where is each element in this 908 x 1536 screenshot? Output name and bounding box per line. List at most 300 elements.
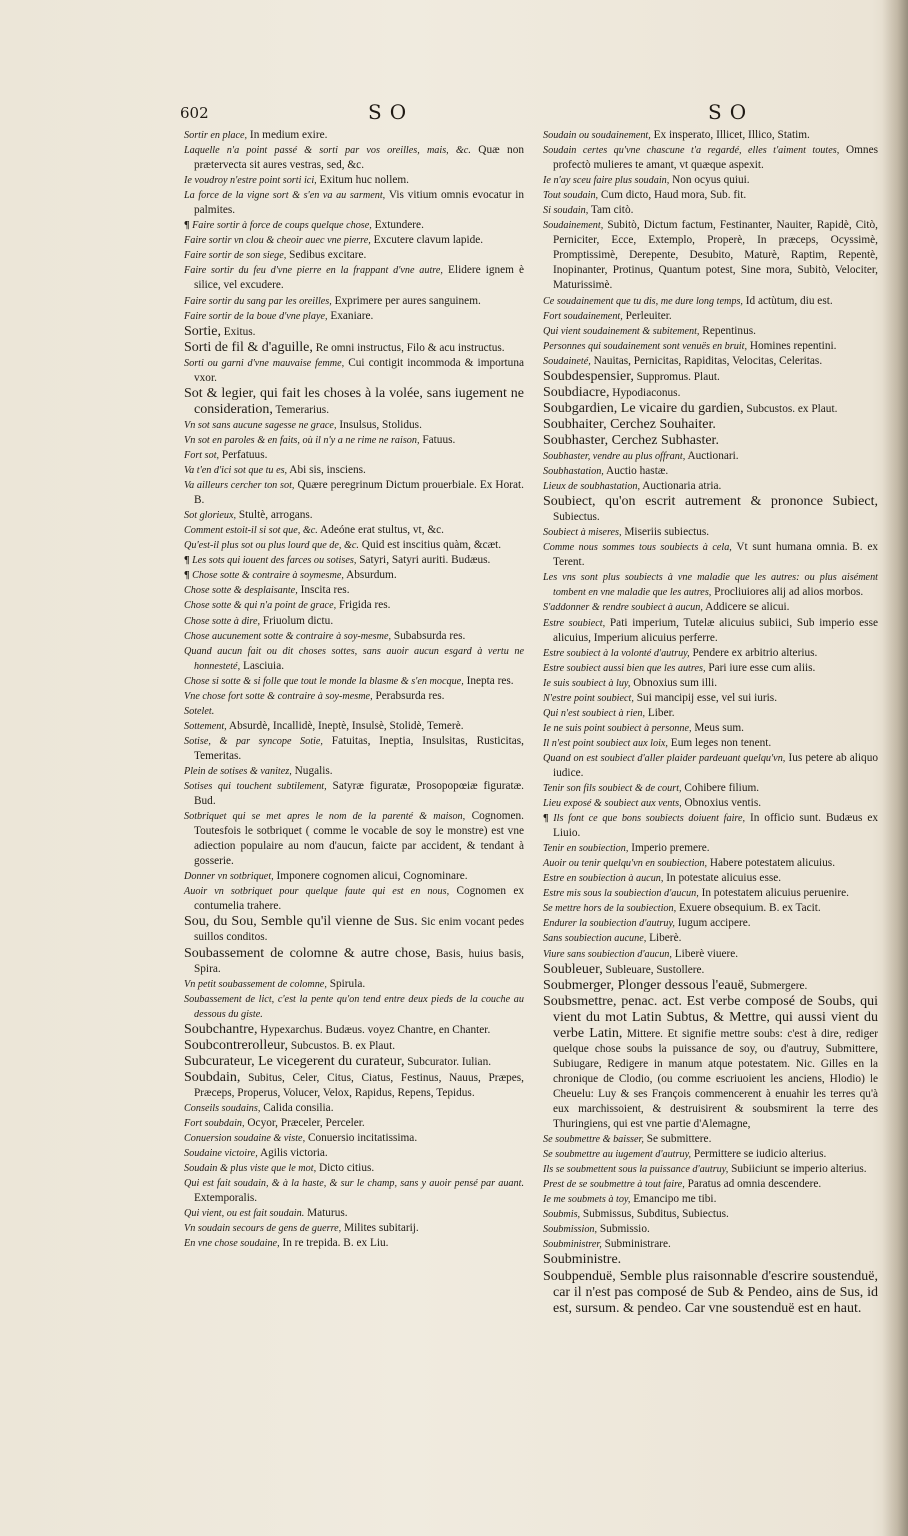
french-phrase: Soubhastation, (543, 466, 604, 478)
french-phrase: Tenir son fils soubiect & de court, (543, 783, 682, 795)
french-phrase: Soubministrer, (543, 1239, 602, 1251)
left-entry (184, 779, 524, 809)
latin-equivalent: Auctio hastæ. (603, 465, 669, 478)
right-entry (543, 354, 878, 369)
left-entry (184, 340, 524, 356)
right-entry (543, 173, 878, 188)
right-entry (543, 540, 878, 570)
right-entry (543, 294, 878, 309)
french-phrase: Fort soudainement, (543, 310, 623, 322)
left-column-heading: SO (368, 100, 415, 124)
french-phrase: Soubpenduë, Semble plus raisonnable d'escrire soustenduë, car il n'est pas composé de Sub & Pendeo, ains de Sus, id est, sursum. & pendeo. Car vne soustenduë est en haut. (543, 1268, 878, 1316)
left-entry (184, 1101, 524, 1116)
right-entry (543, 369, 878, 385)
latin-equivalent: In re trepida. B. ex Liu. (279, 1237, 389, 1250)
french-phrase: Chose sotte & desplaisante, (184, 585, 298, 597)
french-phrase: Ie voudroy n'estre point sorti ici, (184, 175, 317, 187)
french-phrase: Chose sotte & qui n'a point de grace, (184, 600, 337, 612)
left-entry (184, 1116, 524, 1131)
latin-equivalent: Subleuare, Sustollere. (602, 963, 705, 976)
left-entry (184, 324, 524, 340)
french-phrase: Soubdiacre, (543, 384, 610, 400)
left-entry (184, 478, 524, 508)
right-entry (543, 1162, 878, 1177)
french-phrase: Quand aucun fait ou dit choses sottes, sans auoir aucun esgard à vertu ne honnesteté, (184, 645, 524, 672)
left-entry (184, 644, 524, 674)
french-phrase: Soubmerger, Plonger dessous l'eauë, (543, 977, 748, 993)
french-phrase: Plein de sotises & vanitez, (184, 765, 292, 777)
latin-equivalent: Fatuus. (419, 433, 456, 446)
french-phrase: Vn soudain secours de gens de guerre, (184, 1223, 342, 1235)
french-phrase: Vne chose fort sotte & contraire à soy-mesme, (184, 690, 373, 702)
left-entry (184, 553, 524, 568)
latin-equivalent: Liberè viuere. (671, 947, 739, 960)
right-entry (543, 309, 878, 324)
latin-equivalent: Fatuitas, Ineptia, Insulsitas, Rusticitas, Temeritas. (194, 734, 524, 762)
left-entry (184, 523, 524, 538)
french-phrase: Auoir vn sotbriquet pour quelque faute qui est en nous, (184, 886, 450, 898)
latin-equivalent: Spirula. (326, 977, 366, 990)
right-entry (543, 1252, 878, 1268)
left-entry (184, 128, 524, 143)
left-entry (184, 689, 524, 704)
latin-equivalent: In potestate alicuius esse. (663, 872, 782, 885)
latin-equivalent: Imperio premere. (628, 842, 710, 855)
left-entry (184, 704, 524, 719)
french-phrase: Faire sortir de la boue d'vne playe, (184, 310, 328, 322)
latin-equivalent: Ius petere ab aliquo iudice. (553, 751, 878, 779)
latin-equivalent: Agilis victoria. (257, 1147, 328, 1160)
latin-equivalent: Meus sum. (691, 721, 744, 734)
latin-equivalent: Sui mancipij esse, vel sui iuris. (633, 691, 778, 704)
french-phrase: Comment estoit-il si sot que, &c. (184, 525, 318, 537)
latin-equivalent: Frigida res. (336, 599, 391, 612)
french-phrase: Soudainement, (543, 220, 604, 232)
right-entry (543, 721, 878, 736)
french-phrase: Ie n'ay sceu faire plus soudain, (543, 175, 670, 187)
latin-equivalent: Pari iure esse cum aliis. (705, 661, 816, 674)
right-entry (543, 616, 878, 646)
french-phrase: Chose si sotte & si folle que tout le monde la blasme & s'en mocque, (184, 675, 464, 687)
french-phrase: Soudaineté, (543, 355, 591, 367)
right-entry (543, 947, 878, 962)
left-entry (184, 884, 524, 914)
french-phrase: ¶ Chose sotte & contraire à soymesme, (184, 570, 344, 581)
french-phrase: Sot & legier, qui fait les choses à la volée, sans iugement ne consideration, (184, 385, 524, 417)
latin-equivalent: Maturus. (304, 1207, 348, 1220)
right-entry (543, 143, 878, 173)
right-entry (543, 600, 878, 615)
latin-equivalent: In potestatem alicuius peruenire. (698, 887, 850, 900)
french-phrase: Qui est fait soudain, & à la haste, & sur le champ, sans y auoir pensé par auant. (184, 1178, 524, 1190)
french-phrase: Soubleuer, (543, 961, 603, 977)
latin-equivalent: Addicere se alicui. (702, 601, 790, 614)
latin-equivalent: Obnoxius ventis. (681, 797, 762, 810)
french-phrase: Chose sotte à dire, (184, 615, 261, 627)
french-phrase: Conseils soudains, (184, 1103, 261, 1114)
latin-equivalent: Liberè. (646, 932, 682, 945)
french-phrase: Soubiect, qu'on escrit autrement & prononce Subiect, (543, 494, 878, 510)
french-phrase: En vne chose soudaine, (184, 1238, 280, 1250)
french-phrase: Comme nous sommes tous soubiects à cela, (543, 542, 732, 554)
latin-equivalent: Elidere ignem è silice, vel excudere. (194, 264, 525, 292)
latin-equivalent: Id actùtum, diu est. (742, 294, 833, 307)
latin-equivalent: Subiiciunt se imperio alterius. (728, 1163, 867, 1176)
french-phrase: ¶ Faire sortir à force de coups quelque chose, (184, 220, 372, 231)
french-phrase: Vn sot en paroles & en faits, où il n'y a ne rime ne raison, (184, 434, 420, 446)
latin-equivalent: Subcustos. B. ex Plaut. (288, 1039, 396, 1052)
french-phrase: Sotelet. (184, 705, 215, 717)
latin-equivalent: Subcurator. Iulian. (404, 1055, 492, 1068)
left-entry (184, 233, 524, 248)
latin-equivalent: Quære peregrinum Dictum prouerbiale. Ex Horat. B. (194, 479, 524, 507)
right-entry (543, 691, 878, 706)
french-phrase: Soubiect à miseres, (543, 527, 622, 539)
latin-equivalent: Exaniare. (327, 309, 374, 322)
latin-equivalent: Iugum accipere. (674, 917, 751, 930)
latin-equivalent: Exitum huc nollem. (316, 174, 409, 187)
latin-equivalent: Repentinus. (699, 324, 756, 337)
left-entry (184, 294, 524, 309)
latin-equivalent: Submergere. (747, 979, 808, 992)
french-phrase: Sans soubiection aucune, (543, 933, 647, 945)
latin-equivalent: Hypodiaconus. (609, 386, 681, 399)
french-phrase: Faire sortir du sang par les oreilles, (184, 295, 332, 307)
french-phrase: Conuersion soudaine & viste, (184, 1133, 306, 1145)
french-phrase: Donner vn sotbriquet, (184, 871, 274, 883)
french-phrase: Soubsmettre, penac. act. Est verbe composé de Soubs, qui vient du mot Latin Subtus, & Mettre, qui aussi vient du verbe Latin, (543, 993, 878, 1041)
latin-equivalent: Permittere se iudicio alterius. (691, 1148, 827, 1161)
french-phrase: Se soubmettre & baisser, (543, 1134, 644, 1146)
latin-equivalent: Absurdè, Incallidè, Ineptè, Insulsè, Stolidè, Temerè. (226, 719, 464, 732)
french-phrase: Ils se soubmettent sous la puissance d'autruy, (543, 1164, 729, 1176)
latin-equivalent: Pati imperium, Tutelæ alicuius subiici, Sub imperio esse alicuius, Imperium alicuius perferre. (553, 616, 878, 644)
right-entry (543, 1237, 878, 1252)
right-entry (543, 479, 878, 494)
french-phrase: Estre soubiect, (543, 617, 606, 629)
right-entry (543, 781, 878, 796)
right-entry (543, 324, 878, 339)
latin-equivalent: Pendere ex arbitrio alterius. (689, 646, 818, 659)
right-column (543, 128, 878, 1317)
right-entry (543, 464, 878, 479)
french-phrase: Ie suis soubiect à luy, (543, 677, 631, 689)
latin-equivalent: Obnoxius sum illi. (630, 676, 718, 689)
right-entry (543, 494, 878, 525)
french-phrase: Soubministre. (543, 1252, 622, 1268)
left-entry (184, 218, 524, 233)
latin-equivalent: Satyræ figuratæ, Prosopopœiæ figuratæ. Bud. (194, 780, 524, 808)
latin-equivalent: Perfatuus. (219, 448, 268, 461)
french-phrase: Les vns sont plus soubiects à vne maladie que les autres: ou plus aisément tombent en vne maladie que les autres, (543, 572, 878, 599)
right-entry (543, 978, 878, 994)
french-phrase: Sotise, & par syncope Sotie, (184, 735, 323, 747)
left-entry (184, 977, 524, 992)
right-entry (543, 796, 878, 811)
french-phrase: Tout soudain, (543, 190, 599, 202)
latin-equivalent: Ex insperato, Illicet, Illico, Statim. (650, 129, 810, 141)
french-phrase: Soubmis, (543, 1209, 581, 1221)
latin-equivalent: Exuere obsequium. B. ex Tacit. (676, 902, 821, 915)
french-phrase: La force de la vigne sort & s'en va au sarment, (184, 190, 386, 202)
french-phrase: Vn sot sans aucune sagesse ne grace, (184, 419, 337, 431)
left-entry (184, 1221, 524, 1236)
french-phrase: ¶ Ils font ce que bons soubiects doiuent faire, (543, 813, 745, 824)
right-entry (543, 841, 878, 856)
latin-equivalent: Inepta res. (463, 674, 514, 687)
french-phrase: Estre en soubiection à aucun, (543, 873, 664, 885)
right-entry (543, 1269, 878, 1317)
latin-equivalent: Vis vitium omnis evocatur in palmites. (194, 189, 524, 217)
right-entry (543, 751, 878, 781)
french-phrase: Soubmission, (543, 1224, 598, 1236)
left-entry (184, 463, 524, 478)
right-entry (543, 1147, 878, 1162)
french-phrase: Se mettre hors de la soubiection, (543, 903, 677, 915)
french-phrase: Sotbriquet qui se met apres le nom de la parenté & maison, (184, 811, 466, 823)
french-phrase: Soudain certes qu'vne chascune t'a regardé, elles t'aiment toutes, (543, 145, 840, 157)
left-entry (184, 188, 524, 218)
french-phrase: Sou, du Sou, Semble qu'il vienne de Sus. (184, 914, 418, 930)
latin-equivalent: Nauitas, Pernicitas, Rapiditas, Velocitas, Celeritas. (590, 354, 823, 367)
left-entry (184, 448, 524, 463)
right-entry (543, 931, 878, 946)
left-entry (184, 1161, 524, 1176)
latin-equivalent: Quid est inscitius quàm, &cæt. (358, 539, 502, 552)
right-entry (543, 676, 878, 691)
latin-equivalent: Extemporalis. (194, 1192, 258, 1205)
latin-equivalent: Subministrare. (601, 1238, 671, 1251)
latin-equivalent: Conuersio incitatissima. (305, 1132, 418, 1145)
left-entry (184, 173, 524, 188)
latin-equivalent: Subabsurda res. (391, 629, 466, 642)
left-entry (184, 1131, 524, 1146)
latin-equivalent: Emancipo me tibi. (630, 1193, 717, 1206)
left-entry (184, 568, 524, 583)
right-entry (543, 417, 878, 433)
right-entry (543, 856, 878, 871)
left-entry (184, 1206, 524, 1221)
latin-equivalent: Subcustos. ex Plaut. (743, 402, 838, 415)
latin-equivalent: Eum leges non tenent. (667, 736, 772, 749)
latin-equivalent: Inscita res. (297, 584, 350, 597)
french-phrase: Soubdain, (184, 1069, 241, 1085)
latin-equivalent: Dicto citius. (316, 1162, 375, 1175)
french-phrase: Tenir en soubiection, (543, 843, 629, 855)
left-entry (184, 992, 524, 1022)
left-entry (184, 386, 524, 418)
right-entry (543, 962, 878, 978)
latin-equivalent: Omnes profectò mulieres te amant, vt quæque aspexit. (553, 144, 878, 172)
french-phrase: Soubgardien, Le vicaire du gardien, (543, 400, 744, 416)
left-entry (184, 248, 524, 263)
french-phrase: Sortie, (184, 323, 221, 339)
latin-equivalent: Subitus, Celer, Citus, Ciatus, Festinus, Nauus, Præpes, Præceps, Properus, Volucer, Velox, Rapidus, Repens, Tepidus. (194, 1071, 524, 1099)
latin-equivalent: Paratus ad omnia descendere. (684, 1178, 822, 1191)
french-phrase: Qui vient, ou est fait soudain. (184, 1208, 305, 1220)
latin-equivalent: Auctionaria atria. (640, 480, 722, 493)
right-entry (543, 646, 878, 661)
latin-equivalent: Habere potestatem alicuius. (707, 857, 836, 870)
left-entry (184, 809, 524, 869)
left-entry (184, 263, 524, 293)
french-phrase: Soubassement de lict, c'est la pente qu'on tend entre deux pieds de la couche au dessous du giste. (184, 993, 524, 1020)
right-column-heading: SO (708, 100, 755, 124)
french-phrase: Soudain & plus viste que le mot, (184, 1163, 317, 1175)
french-phrase: Sortir en place, (184, 130, 248, 141)
right-entry (543, 736, 878, 751)
latin-equivalent: Temerarius. (272, 403, 330, 416)
latin-equivalent: Insulsus, Stolidus. (336, 418, 422, 431)
french-phrase: Si soudain, (543, 205, 589, 217)
left-entry (184, 914, 524, 945)
right-entry (543, 449, 878, 464)
right-entry (543, 886, 878, 901)
left-entry (184, 356, 524, 386)
french-phrase: N'estre point soubiect, (543, 692, 634, 704)
latin-equivalent: Suppromus. Plaut. (633, 370, 720, 383)
left-entry (184, 629, 524, 644)
left-entry (184, 598, 524, 613)
latin-equivalent: Liber. (645, 706, 675, 719)
left-entry (184, 1176, 524, 1206)
french-phrase: Auoir ou tenir quelqu'vn en soubiection, (543, 858, 708, 870)
french-phrase: Estre soubiect aussi bien que les autres, (543, 662, 706, 674)
left-entry (184, 538, 524, 553)
right-entry (543, 901, 878, 916)
latin-equivalent: Basis, huius basis, Spira. (194, 947, 524, 975)
french-phrase: Soubassement de colomne & autre chose, (184, 945, 431, 961)
french-phrase: Qui vient soudainement & subitement, (543, 325, 700, 337)
right-entry (543, 433, 878, 449)
left-entry (184, 309, 524, 324)
french-phrase: Subcurateur, Le vicegerent du curateur, (184, 1053, 405, 1069)
french-phrase: Il n'est point soubiect aux loix, (543, 737, 668, 749)
left-entry (184, 1146, 524, 1161)
latin-equivalent: Perleuiter. (622, 309, 672, 322)
french-phrase: Viure sans soubiection d'aucun, (543, 948, 672, 960)
french-phrase: Lieux de soubhastation, (543, 481, 641, 493)
french-phrase: Vn petit soubassement de colomne, (184, 978, 327, 990)
latin-equivalent: Cohibere filium. (681, 782, 760, 795)
french-phrase: Va ailleurs cercher ton sot, (184, 480, 295, 492)
french-phrase: Sotises qui touchent subtilement, (184, 781, 327, 793)
latin-equivalent: Tam citò. (588, 204, 634, 217)
left-entry (184, 674, 524, 689)
right-entry (543, 706, 878, 721)
latin-equivalent: Cognomen ex contumelia trahere. (194, 885, 525, 913)
latin-equivalent: Excutere clavum lapide. (370, 234, 484, 247)
french-phrase: Fort soubdain, (184, 1118, 245, 1130)
latin-equivalent: Procliuiores alij ad alios morbos. (711, 586, 864, 599)
latin-equivalent: Imponere cognomen alicui, Cognominare. (273, 870, 468, 883)
latin-equivalent: Exitus. (220, 325, 256, 338)
french-phrase: Personnes qui soudainement sont venuës en bruit, (543, 340, 748, 352)
right-entry (543, 1222, 878, 1237)
french-phrase: Se soubmettre au iugement d'autruy, (543, 1149, 692, 1161)
right-entry (543, 871, 878, 886)
left-entry (184, 1038, 524, 1054)
french-phrase: S'addonner & rendre soubiect à aucun, (543, 602, 703, 614)
french-phrase: Soubhaster, vendre au plus offrant, (543, 450, 686, 462)
right-entry (543, 916, 878, 931)
french-phrase: Faire sortir du feu d'vne pierre en la frappant d'vne autre, (184, 265, 443, 277)
latin-equivalent: Exprimere per aures sanguinem. (331, 294, 481, 307)
right-entry (543, 385, 878, 401)
right-entry (543, 128, 878, 143)
right-entry (543, 661, 878, 676)
right-entry (543, 994, 878, 1132)
french-phrase: Sot glorieux, (184, 510, 237, 522)
right-entry (543, 218, 878, 293)
latin-equivalent: Submissio. (597, 1223, 650, 1236)
french-phrase: Prest de se soubmettre à tout faire, (543, 1179, 685, 1191)
latin-equivalent: Hypexarchus. Budæus. voyez Chantre, en Chanter. (257, 1023, 491, 1036)
right-entry (543, 1207, 878, 1222)
page-number: 602 (180, 104, 209, 122)
french-phrase: Ie ne suis point soubiect à personne, (543, 722, 692, 734)
latin-equivalent: Mittere. Et signifie mettre soubs: c'est à dire, rediger quelque chose soubs la puissance de soy, ou d'autruy, Submittere, Subiugare, Redigere in manum atque potestatem. Nic. Gilles en la chronique de Clodio, (ou comme escriuoient les anciens, Hlodio) le Cheuelu: Luy & ses François commencerent à enuahir les terres qu'à eux marchissoient, & destruisirent & soubsmirent la terre des Thuringiens, qui est vne partie d'Alemagne, (553, 1027, 878, 1131)
latin-equivalent: Cognomen. Toutesfois le sotbriquet ( comme le vocable de soy le monstre) est vne adiection populaire au nom d'aucun, faicte par accident, & tendant à gosserie. (194, 810, 524, 868)
latin-equivalent: Homines repentini. (747, 339, 837, 352)
latin-equivalent: Cui contigit incommoda & importuna vxor. (194, 356, 524, 384)
latin-equivalent: Non ocyus quiui. (669, 174, 750, 187)
french-phrase: Sorti ou garni d'vne mauvaise femme, (184, 357, 345, 369)
french-phrase: Fort sot, (184, 449, 220, 461)
right-entry (543, 339, 878, 354)
latin-equivalent: Milites subitarij. (341, 1222, 419, 1235)
latin-equivalent: Absurdum. (343, 569, 397, 582)
french-phrase: Lieu exposé & soubiect aux vents, (543, 798, 682, 810)
french-phrase: Va t'en d'ici sot que tu es, (184, 465, 288, 477)
french-phrase: Soubcontrerolleur, (184, 1037, 289, 1053)
french-phrase: Sorti de fil & d'aguille, (184, 339, 313, 355)
french-phrase: Soubhaiter, Cerchez Souhaiter. (543, 416, 716, 432)
latin-equivalent: Quæ non prætervecta sit aures vestras, sed, &c. (194, 144, 525, 172)
latin-equivalent: Subitò, Dictum factum, Festinanter, Nauiter, Rapidè, Citò, Perniciter, Ecce, Extemplo, Properè, In præceps, Ocyssimè, Promptissimè, Derepente, Desubito, Maturè, Raptim, Repentè, Inopinanter, Protinus, Quantum potest, Sine mora, Subitò, Velociter, Maturissimè. (553, 219, 878, 292)
latin-equivalent: Satyri, Satyri auriti. Budæus. (356, 554, 491, 567)
french-phrase: Soubhaster, Cerchez Subhaster. (543, 432, 719, 448)
page-header (180, 100, 880, 126)
right-entry (543, 203, 878, 218)
french-phrase: Endurer la soubiection d'autruy, (543, 918, 675, 930)
french-phrase: Sottement, (184, 720, 227, 732)
right-entry (543, 1132, 878, 1147)
left-entry (184, 869, 524, 884)
latin-equivalent: In officio sunt. Budæus ex Liuio. (553, 812, 879, 840)
left-entry (184, 583, 524, 598)
french-phrase: Soudain ou soudainement, (543, 130, 651, 141)
left-entry (184, 946, 524, 977)
french-phrase: Faire sortir de son siege, (184, 250, 287, 262)
left-entry (184, 734, 524, 764)
latin-equivalent: Subiectus. (553, 511, 600, 524)
left-entry (184, 1070, 524, 1101)
right-entry (543, 570, 878, 600)
french-phrase: Soudaine victoire, (184, 1148, 258, 1160)
latin-equivalent: Se submittere. (643, 1133, 712, 1146)
french-phrase: Qu'est-il plus sot ou plus lourd que de, &c. (184, 540, 359, 552)
latin-equivalent: Lasciuia. (240, 659, 285, 672)
french-phrase: Quand on est soubiect d'aller plaider pardeuant quelqu'vn, (543, 752, 786, 764)
latin-equivalent: Cum dicto, Haud mora, Sub. fit. (598, 189, 747, 202)
latin-equivalent: Adeóne erat stultus, vt, &c. (317, 524, 444, 537)
latin-equivalent: Ocyor, Præceler, Perceler. (244, 1117, 365, 1130)
french-phrase: Laquelle n'a point passé & sorti par vos oreilles, mais, &c. (184, 145, 471, 157)
french-phrase: Ie me soubmets à toy, (543, 1194, 631, 1206)
left-entry (184, 418, 524, 433)
right-entry (543, 811, 878, 841)
